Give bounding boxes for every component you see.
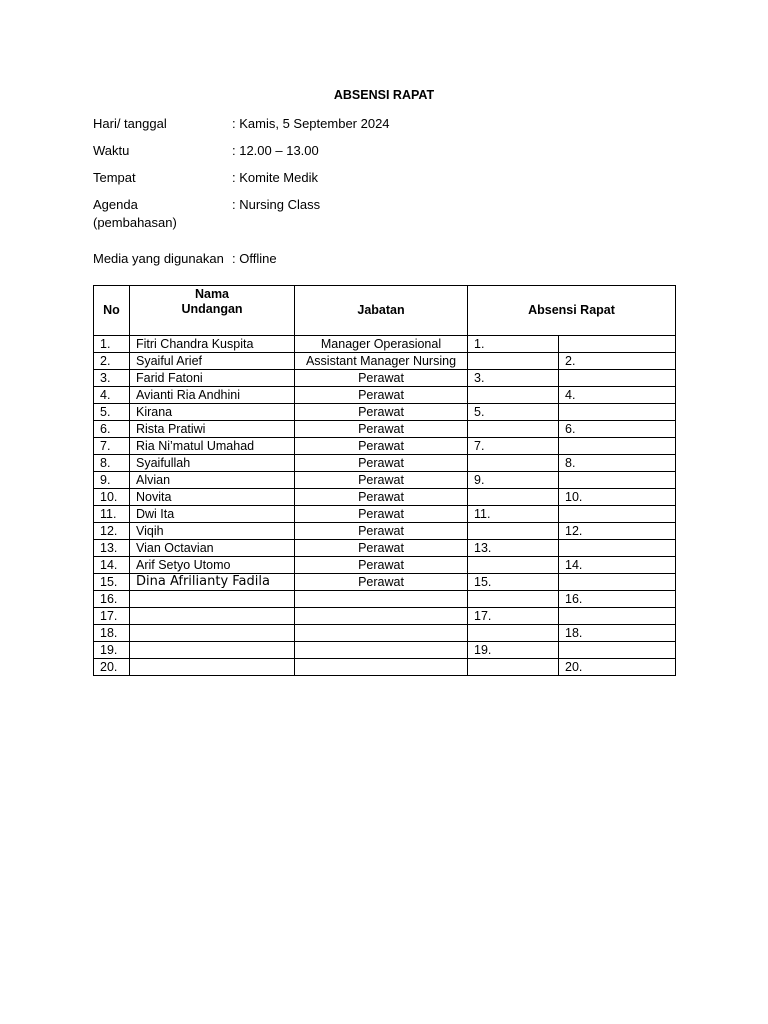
attendance-table xyxy=(93,285,676,676)
header-no: No xyxy=(94,286,130,336)
cell-absensi-left xyxy=(468,625,559,642)
cell-nama xyxy=(130,625,295,642)
table-row xyxy=(94,421,676,438)
cell-no: 10. xyxy=(94,489,130,506)
cell-absensi-right xyxy=(559,540,676,557)
cell-absensi-right: 4. xyxy=(559,387,676,404)
cell-absensi-right xyxy=(559,336,676,353)
cell-absensi-left xyxy=(468,591,559,608)
table-row xyxy=(94,642,676,659)
info-label: Media yang digunakan xyxy=(93,251,224,266)
cell-no: 17. xyxy=(94,608,130,625)
table-body xyxy=(94,336,676,676)
cell-nama: Vian Octavian xyxy=(130,540,295,557)
cell-absensi-left: 15. xyxy=(468,574,559,591)
cell-jabatan: Perawat xyxy=(295,540,468,557)
header-jabatan: Jabatan xyxy=(295,286,468,336)
cell-no: 15. xyxy=(94,574,130,591)
cell-jabatan: Assistant Manager Nursing xyxy=(295,353,468,370)
cell-jabatan: Perawat xyxy=(295,404,468,421)
info-value: : Komite Medik xyxy=(232,170,318,185)
cell-jabatan xyxy=(295,591,468,608)
cell-no: 5. xyxy=(94,404,130,421)
cell-nama: Syaifullah xyxy=(130,455,295,472)
info-label: Agenda (pembahasan) xyxy=(93,197,177,230)
cell-absensi-right: 8. xyxy=(559,455,676,472)
cell-nama: Ria Ni’matul Umahad xyxy=(130,438,295,455)
table-row xyxy=(94,659,676,676)
cell-nama: Alvian xyxy=(130,472,295,489)
cell-absensi-right: 16. xyxy=(559,591,676,608)
cell-no: 6. xyxy=(94,421,130,438)
cell-nama: Fitri Chandra Kuspita xyxy=(130,336,295,353)
table-row xyxy=(94,370,676,387)
cell-nama: Arif Setyo Utomo xyxy=(130,557,295,574)
cell-no: 14. xyxy=(94,557,130,574)
cell-nama xyxy=(130,642,295,659)
cell-jabatan: Perawat xyxy=(295,557,468,574)
table-row xyxy=(94,506,676,523)
cell-no: 16. xyxy=(94,591,130,608)
cell-jabatan: Perawat xyxy=(295,370,468,387)
cell-jabatan xyxy=(295,659,468,676)
cell-jabatan: Manager Operasional xyxy=(295,336,468,353)
cell-absensi-left: 3. xyxy=(468,370,559,387)
cell-nama: Rista Pratiwi xyxy=(130,421,295,438)
cell-absensi-right: 14. xyxy=(559,557,676,574)
table-row xyxy=(94,404,676,421)
table-row xyxy=(94,455,676,472)
cell-absensi-left: 1. xyxy=(468,336,559,353)
cell-no: 11. xyxy=(94,506,130,523)
cell-absensi-left xyxy=(468,387,559,404)
cell-nama: Dwi Ita xyxy=(130,506,295,523)
cell-absensi-left: 5. xyxy=(468,404,559,421)
cell-no: 12. xyxy=(94,523,130,540)
cell-jabatan: Perawat xyxy=(295,489,468,506)
cell-absensi-right xyxy=(559,574,676,591)
cell-jabatan xyxy=(295,608,468,625)
table-row xyxy=(94,608,676,625)
cell-nama: Kirana xyxy=(130,404,295,421)
cell-nama: Dina Afrilianty Fadila xyxy=(130,574,295,591)
cell-nama: Novita xyxy=(130,489,295,506)
cell-absensi-left: 7. xyxy=(468,438,559,455)
cell-absensi-left: 9. xyxy=(468,472,559,489)
cell-absensi-left xyxy=(468,421,559,438)
info-value: : Nursing Class xyxy=(232,197,321,212)
cell-nama: Viqih xyxy=(130,523,295,540)
table-row xyxy=(94,336,676,353)
table-row xyxy=(94,523,676,540)
cell-nama: Avianti Ria Andhini xyxy=(130,387,295,404)
cell-absensi-right: 20. xyxy=(559,659,676,676)
cell-absensi-right xyxy=(559,370,676,387)
cell-absensi-right xyxy=(559,472,676,489)
cell-nama xyxy=(130,608,295,625)
cell-absensi-right: 18. xyxy=(559,625,676,642)
table-row xyxy=(94,625,676,642)
table-row xyxy=(94,472,676,489)
cell-jabatan xyxy=(295,642,468,659)
cell-absensi-right xyxy=(559,506,676,523)
cell-absensi-left xyxy=(468,353,559,370)
cell-absensi-left xyxy=(468,659,559,676)
table-row xyxy=(94,540,676,557)
cell-absensi-right: 10. xyxy=(559,489,676,506)
header-absensi: Absensi Rapat xyxy=(468,286,676,336)
cell-absensi-left xyxy=(468,557,559,574)
document-title: ABSENSI RAPAT xyxy=(333,88,435,102)
table-row xyxy=(94,353,676,370)
table-row xyxy=(94,489,676,506)
table-row xyxy=(94,557,676,574)
table-row xyxy=(94,591,676,608)
cell-jabatan: Perawat xyxy=(295,574,468,591)
cell-no: 19. xyxy=(94,642,130,659)
header-nama: Nama Undangan xyxy=(130,286,295,336)
cell-nama: Farid Fatoni xyxy=(130,370,295,387)
cell-absensi-right xyxy=(559,404,676,421)
cell-absensi-left: 19. xyxy=(468,642,559,659)
info-label: Tempat xyxy=(93,170,136,185)
cell-jabatan: Perawat xyxy=(295,387,468,404)
cell-jabatan: Perawat xyxy=(295,523,468,540)
cell-no: 4. xyxy=(94,387,130,404)
cell-jabatan: Perawat xyxy=(295,506,468,523)
table-row xyxy=(94,574,676,591)
cell-nama xyxy=(130,659,295,676)
info-label: Hari/ tanggal xyxy=(93,116,167,131)
cell-nama: Syaiful Arief xyxy=(130,353,295,370)
cell-no: 13. xyxy=(94,540,130,557)
table-header-row xyxy=(94,286,676,336)
cell-jabatan: Perawat xyxy=(295,438,468,455)
cell-absensi-left xyxy=(468,455,559,472)
cell-absensi-right: 12. xyxy=(559,523,676,540)
cell-absensi-left: 13. xyxy=(468,540,559,557)
cell-absensi-right xyxy=(559,642,676,659)
cell-absensi-left xyxy=(468,489,559,506)
cell-absensi-left: 17. xyxy=(468,608,559,625)
cell-no: 18. xyxy=(94,625,130,642)
cell-no: 2. xyxy=(94,353,130,370)
cell-jabatan: Perawat xyxy=(295,421,468,438)
cell-absensi-right: 6. xyxy=(559,421,676,438)
cell-absensi-right xyxy=(559,438,676,455)
cell-jabatan: Perawat xyxy=(295,472,468,489)
info-value: : 12.00 – 13.00 xyxy=(232,143,319,158)
cell-no: 1. xyxy=(94,336,130,353)
cell-no: 9. xyxy=(94,472,130,489)
info-value: : Offline xyxy=(232,251,277,266)
cell-nama xyxy=(130,591,295,608)
cell-no: 8. xyxy=(94,455,130,472)
cell-no: 7. xyxy=(94,438,130,455)
cell-absensi-right xyxy=(559,608,676,625)
cell-no: 3. xyxy=(94,370,130,387)
cell-jabatan: Perawat xyxy=(295,455,468,472)
table-row xyxy=(94,387,676,404)
cell-absensi-right: 2. xyxy=(559,353,676,370)
cell-jabatan xyxy=(295,625,468,642)
cell-no: 20. xyxy=(94,659,130,676)
table-row xyxy=(94,438,676,455)
info-value: : Kamis, 5 September 2024 xyxy=(232,116,390,131)
cell-absensi-left xyxy=(468,523,559,540)
cell-absensi-left: 11. xyxy=(468,506,559,523)
info-label: Waktu xyxy=(93,143,130,158)
